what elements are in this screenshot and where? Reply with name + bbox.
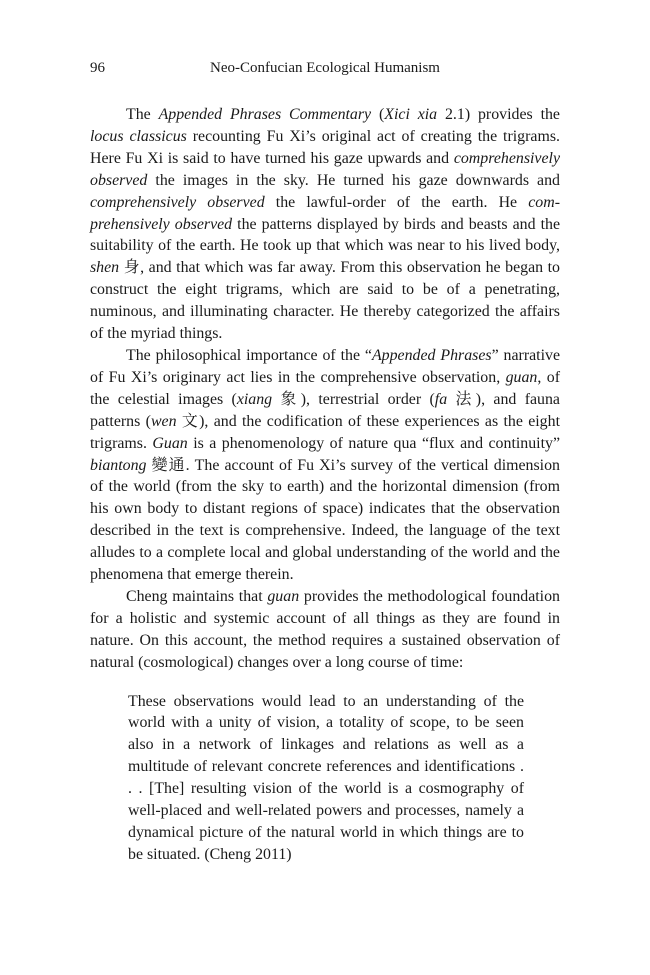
text-run: 文), and the codification of these experiences as the eight trigrams. xyxy=(90,412,560,452)
text-run: recounting Fu Xi’s original act of creating the trigrams. Here Fu Xi is said to have turned his gaze upwards and xyxy=(90,127,560,167)
text-run: The xyxy=(126,106,159,123)
italic-run: Guan xyxy=(152,434,188,452)
italic-run: wen xyxy=(150,412,177,430)
body-text xyxy=(90,104,560,866)
text-run: The philosophical importance of the “ xyxy=(126,346,372,364)
text-run: 象), terrestrial order ( xyxy=(272,390,435,408)
italic-run: guan xyxy=(267,587,300,605)
text-run: 法), and fauna patterns ( xyxy=(90,390,560,430)
running-title: Neo-Confucian Ecological Humanism xyxy=(210,60,440,76)
text-run: , of the celestial images ( xyxy=(90,368,560,408)
italic-run: xiang xyxy=(236,390,273,408)
italic-run: comprehensively observed xyxy=(90,149,560,189)
text-run: ( xyxy=(371,106,385,123)
italic-run: shen xyxy=(90,259,120,277)
italic-run: locus classicus xyxy=(90,127,187,145)
text-run: is a phenomenology of nature qua “flux and continuity” xyxy=(187,434,560,452)
running-header xyxy=(90,57,560,79)
paragraph-1 xyxy=(90,104,560,345)
text-run: the patterns displayed by birds and beasts and the suitability of the earth. He took up that which was near to his lived body, xyxy=(90,215,560,255)
italic-run: biantong xyxy=(90,456,147,474)
text-run: 變通. The account of Fu Xi’s survey of the vertical dimension of the world (from the sky to earth) and the horizontal dimension (from his own body to distant regions of space) indicates that the observation described in the text is comprehensive. Indeed, the language of the text alludes to a complete local and global understanding of the world and the phenomena that emerge therein. xyxy=(90,456,560,584)
italic-run: Appended Phrases xyxy=(371,346,492,364)
text-run: 2.1) provides the xyxy=(437,106,560,123)
italic-run: guan xyxy=(505,368,538,386)
italic-run: Xici xia xyxy=(384,106,438,123)
text-run: 身, and that which was far away. From this observation he began to construct the eight trigrams, which are said to be of a penetrating, numinous, and illuminating character. He thereby categorized the affairs of the myriad things. xyxy=(90,259,560,343)
italic-run: comprehensively observed xyxy=(90,193,560,233)
italic-run: Appended Phrases Commentary xyxy=(158,106,372,123)
page-number: 96 xyxy=(90,60,105,76)
text-run: ” narrative of Fu Xi’s originary act lies in the comprehensive observation, xyxy=(90,346,560,386)
paragraph-3 xyxy=(90,586,560,674)
text-run: provides the methodological foundation for a holistic and systemic account of all things as they are found in nature. On this account, the method requires a sustained observation of natural (cosmological) changes over a long course of time: xyxy=(90,587,560,671)
italic-run: fa xyxy=(434,390,448,408)
italic-run: comprehensively observed xyxy=(90,193,265,211)
block-quote: These observations would lead to an understanding of the world with a unity of vision, a totality of scope, to be seen also in a network of linkages and relations as well as a multitude of relevant concrete references and identifications . . . [The] resulting vision of the world is a cosmography of well-placed and well-related powers and processes, namely a dynamical picture of the natural world in which things are to be situated. (Cheng 2011) xyxy=(128,692,524,863)
text-run: the lawful-order of the earth. He xyxy=(264,193,529,211)
paragraph-2 xyxy=(90,345,560,586)
text-run: the images in the sky. He turned his gaze downwards and xyxy=(147,171,560,189)
text-run: Cheng maintains that xyxy=(126,587,268,605)
